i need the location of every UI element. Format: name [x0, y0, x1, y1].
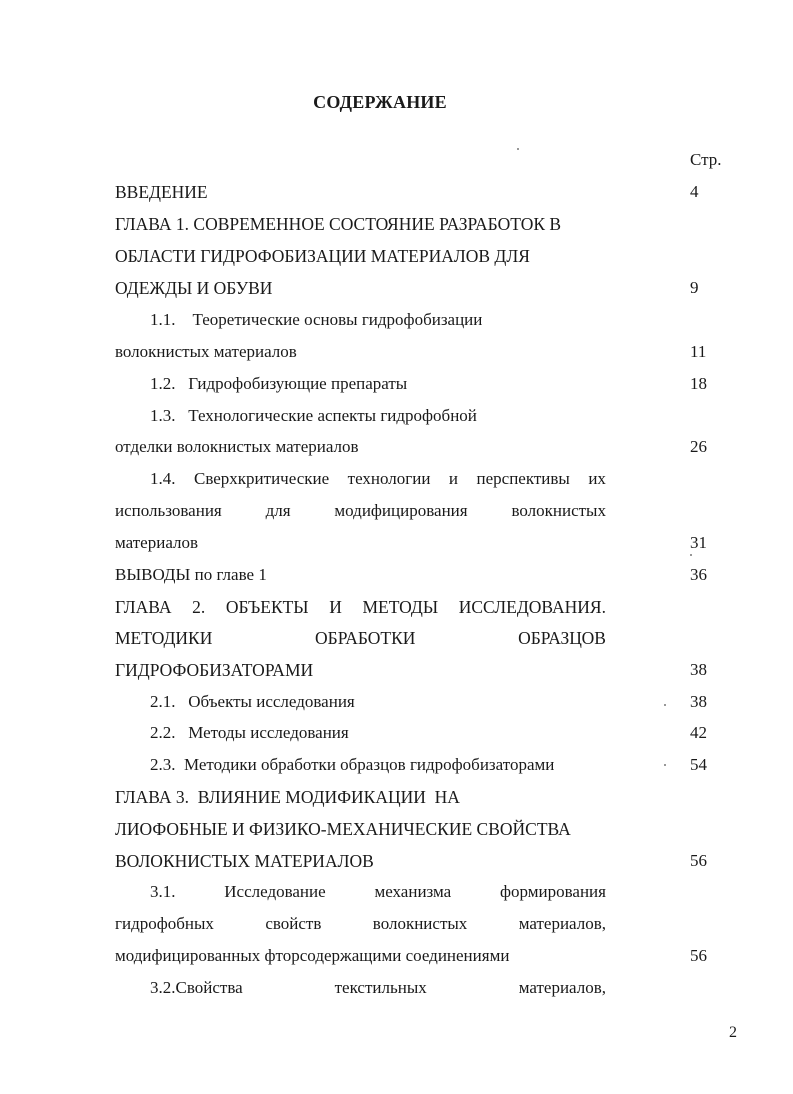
toc-word: Исследование [224, 882, 326, 901]
toc-entry-s1-3-line2: отделки волокнистых материалов [115, 437, 359, 456]
toc-entry-s1-3-line1: 1.3. Технологические аспекты гидрофобной [150, 406, 477, 425]
toc-word: гидрофобных [115, 914, 214, 933]
toc-entry-s1-2: 1.2. Гидрофобизующие препараты [150, 374, 408, 393]
toc-entry-s1-4-line1 [150, 468, 606, 490]
toc-entry-s1-4-line2 [115, 500, 606, 522]
toc-word: волокнистых [511, 501, 606, 520]
toc-word: Сверхкритические [193, 469, 330, 488]
toc-page-s3-1: 56 [690, 946, 707, 965]
page-column-header: Стр. [690, 150, 722, 169]
toc-entry-s3-1-line3: модифицированных фторсодержащими соединениями [115, 946, 510, 965]
toc-entry-ch3-line2: ЛИОФОБНЫЕ И ФИЗИКО-МЕХАНИЧЕСКИЕ СВОЙСТВА [115, 819, 571, 839]
scan-speck [517, 148, 519, 150]
toc-word: модифицирования [334, 501, 468, 520]
toc-page-s1-3: 26 [690, 437, 707, 456]
toc-word: волокнистых [372, 914, 468, 933]
toc-entry-ch3-line3: ВОЛОКНИСТЫХ МАТЕРИАЛОВ [115, 851, 374, 871]
scan-speck [690, 554, 692, 556]
toc-page-s2-1: 38 [690, 692, 707, 711]
toc-entry-ch1-line2: ОБЛАСТИ ГИДРОФОБИЗАЦИИ МАТЕРИАЛОВ ДЛЯ [115, 246, 530, 266]
scan-speck [664, 764, 666, 766]
toc-page-s1-4: 31 [690, 533, 707, 552]
toc-word: ОБРАБОТКИ [315, 628, 416, 648]
toc-word: ОБРАЗЦОВ [518, 628, 606, 648]
toc-page-ch1: 9 [690, 278, 699, 297]
toc-entry-s3-1-line2 [115, 913, 606, 935]
toc-page-ch2: 38 [690, 660, 707, 679]
toc-word: МЕТОДЫ [362, 597, 439, 617]
toc-word: материалов, [518, 914, 606, 933]
toc-word: И [329, 597, 342, 617]
toc-entry-ch3-line1: ГЛАВА 3. ВЛИЯНИЕ МОДИФИКАЦИИ НА [115, 787, 460, 807]
toc-entry-s2-3: 2.3. Методики обработки образцов гидрофобизаторами [150, 755, 555, 774]
toc-entry-intro: ВВЕДЕНИЕ [115, 182, 208, 202]
toc-word: механизма [374, 882, 452, 901]
toc-word: свойств [265, 914, 322, 933]
toc-entry-s2-2: 2.2. Методы исследования [150, 723, 349, 742]
toc-entry-s3-1-line1 [150, 881, 606, 903]
toc-word: перспективы [476, 469, 570, 488]
toc-word: ГЛАВА [115, 597, 172, 617]
toc-word: технологии [347, 469, 431, 488]
toc-entry-s1-1-line2: волокнистых материалов [115, 342, 297, 361]
toc-word: 1.4. [150, 469, 176, 488]
toc-entry-ch2-line2 [115, 627, 606, 649]
toc-word: 3.1. [150, 882, 176, 901]
toc-word: МЕТОДИКИ [115, 628, 213, 648]
toc-word: для [265, 501, 291, 520]
toc-word: 3.2.Свойства [150, 978, 243, 997]
toc-page-conclusions-1: 36 [690, 565, 707, 584]
toc-entry-ch2-line3: ГИДРОФОБИЗАТОРАМИ [115, 660, 314, 680]
toc-entry-s2-1: 2.1. Объекты исследования [150, 692, 355, 711]
toc-entry-ch1-line3: ОДЕЖДЫ И ОБУВИ [115, 278, 273, 298]
toc-entry-s1-1-line1: 1.1. Теоретические основы гидрофобизации [150, 310, 483, 329]
toc-page-s1-2: 18 [690, 374, 707, 393]
page-number: 2 [729, 1024, 737, 1041]
toc-word: 2. [192, 597, 206, 617]
toc-word: текстильных [334, 978, 427, 997]
toc-entry-s3-2-line1 [150, 977, 606, 999]
toc-page-intro: 4 [690, 182, 699, 201]
scan-speck [664, 704, 666, 706]
toc-entry-conclusions-1: ВЫВОДЫ по главе 1 [115, 565, 267, 584]
toc-page-s2-2: 42 [690, 723, 707, 742]
toc-word: их [588, 469, 606, 488]
toc-word: формирования [499, 882, 606, 901]
toc-entry-ch1-line1: ГЛАВА 1. СОВРЕМЕННОЕ СОСТОЯНИЕ РАЗРАБОТОК В [115, 214, 562, 234]
toc-word: и [448, 469, 459, 488]
toc-word: ИССЛЕДОВАНИЯ. [458, 597, 606, 617]
toc-page-s1-1: 11 [690, 342, 707, 361]
toc-page-s2-3: 54 [690, 755, 707, 774]
toc-page-ch3: 56 [690, 851, 707, 870]
toc-word: ОБЪЕКТЫ [225, 597, 309, 617]
toc-entry-ch2-line1 [115, 596, 606, 618]
toc-word: материалов, [518, 978, 606, 997]
toc-entry-s1-4-line3: материалов [115, 533, 199, 552]
toc-word: использования [115, 501, 222, 520]
page-title: СОДЕРЖАНИЕ [313, 92, 447, 112]
